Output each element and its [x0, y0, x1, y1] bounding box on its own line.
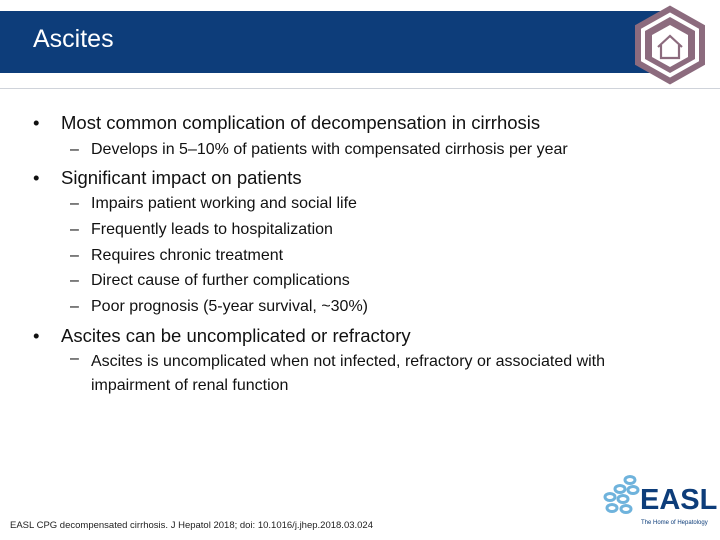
bullet-text: Most common complication of decompensation in cirrhosis: [61, 112, 541, 133]
sub-bullet-text: Requires chronic treatment: [91, 247, 284, 264]
sub-bullet-text: Impairs patient working and social life: [91, 195, 357, 212]
bullet-text: Ascites can be uncomplicated or refractory: [61, 325, 411, 346]
bullet-marker: •: [33, 112, 40, 133]
sub-bullet-text: Frequently leads to hospitalization: [91, 221, 333, 238]
dash-marker: –: [70, 350, 79, 367]
sub-bullet-text: Ascites is uncomplicated when not infected, refractory or associated with impairment of renal function: [91, 353, 606, 394]
bullet-marker: •: [33, 167, 40, 188]
sub-bullet-text: Develops in 5–10% of patients with compensated cirrhosis per year: [91, 141, 568, 158]
citation-footer: EASL CPG decompensated cirrhosis. J Hepatol 2018; doi: 10.1016/j.jhep.2018.03.024: [10, 520, 373, 531]
bullet-text: Significant impact on patients: [61, 167, 302, 188]
title-bar: [0, 11, 660, 73]
home-icon[interactable]: [630, 5, 710, 85]
dash-marker: –: [70, 247, 79, 264]
easl-logo: [600, 470, 718, 530]
dash-marker: –: [70, 141, 79, 158]
dash-marker: –: [70, 272, 79, 289]
cell-cluster-icon: [600, 472, 644, 522]
dash-marker: –: [70, 298, 79, 315]
slide-title: Ascites: [33, 25, 114, 53]
easl-tagline: The Home of Hepatology: [641, 520, 708, 526]
dash-marker: –: [70, 221, 79, 238]
easl-wordmark: EASL: [640, 484, 718, 516]
dash-marker: –: [70, 195, 79, 212]
sub-bullet-text: Direct cause of further complications: [91, 272, 350, 289]
sub-bullet-text: Poor prognosis (5-year survival, ~30%): [91, 298, 369, 315]
header-divider: [0, 88, 720, 89]
bullet-marker: •: [33, 325, 40, 346]
